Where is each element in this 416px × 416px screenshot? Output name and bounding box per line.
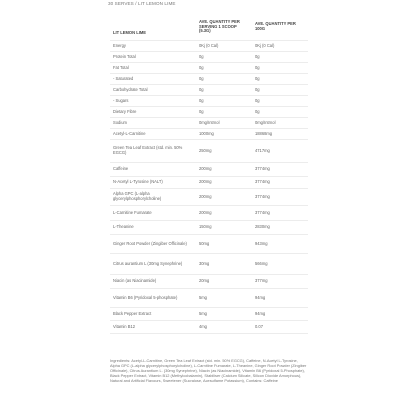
nutrient-name: Carbohydrate Total [110,85,196,96]
per-serving-value: 0g [196,52,252,63]
nutrient-name: N-Acetyl L-Tyrosine (NALT) [110,177,196,189]
per-100g-value: 3774mg [252,177,308,189]
per-serving-value: 30mg [196,254,252,275]
serves-heading: 30 SERVES / LIT LEMON LIME [108,1,176,6]
table-row [110,308,308,321]
per-100g-value: 2830mg [252,221,308,235]
nutrient-name: Caffeine [110,163,196,177]
per-100g-heading: AVE. QUANTITY PER 100G [252,12,308,41]
product-heading: LIT LEMON LIME [110,12,196,41]
table-row [110,63,308,74]
table-row [110,206,308,221]
table-row [110,254,308,275]
per-100g-value: 0.07 [252,321,308,334]
nutrition-table-body [110,41,308,334]
table-row [110,107,308,118]
table-row [110,140,308,163]
per-serving-value: 0g [196,63,252,74]
table-row [110,41,308,52]
per-100g-value: 0g [252,85,308,96]
table-row [110,118,308,129]
table-row [110,177,308,189]
per-100g-value: 943mg [252,235,308,254]
per-serving-value: 0g [196,107,252,118]
table-row [110,289,308,308]
nutrient-name: Energy [110,41,196,52]
table-row [110,163,308,177]
nutrient-name: L-Theanine [110,221,196,235]
per-serving-value: 20mg [196,275,252,289]
per-serving-value: 200mg [196,206,252,221]
per-serving-value: 200mg [196,189,252,206]
nutrient-name: - Sugars [110,96,196,107]
nutrition-table-header [110,12,308,41]
nutrient-name: Sodium [110,118,196,129]
per-serving-value: 0mg/Intrnol [196,118,252,129]
table-row [110,74,308,85]
nutrient-name: Acetyl-L-Carnitine [110,129,196,140]
table-row [110,189,308,206]
table-row [110,52,308,63]
per-100g-value: 0g [252,52,308,63]
nutrient-name: Dietary Fibre [110,107,196,118]
nutrient-name: Ginger Root Powder (Zingiber Officinale) [110,235,196,254]
per-100g-value: 0g [252,96,308,107]
per-100g-value: 3774mg [252,189,308,206]
table-row [110,321,308,334]
per-serving-value: 150mg [196,221,252,235]
per-100g-value: 566mg [252,254,308,275]
table-row [110,129,308,140]
per-100g-value: 0g [252,107,308,118]
table-row [110,85,308,96]
per-serving-value: 1000mg [196,129,252,140]
nutrient-name: Niacin (as Niacinamide) [110,275,196,289]
per-serving-value: 4mg [196,321,252,334]
table-row [110,96,308,107]
per-100g-value: 94mg [252,308,308,321]
nutrient-name: - Saturated [110,74,196,85]
per-serving-value: 0Kj (0 Cal) [196,41,252,52]
nutrient-name: Black Pepper Extract [110,308,196,321]
nutrient-name: Vitamin B12 [110,321,196,334]
per-serving-value: 0g [196,85,252,96]
table-row [110,275,308,289]
per-100g-value: 3774mg [252,163,308,177]
nutrient-name: Protein Total [110,52,196,63]
nutrient-name: Vitamin B6 (Pyridoxal 5-phosphate) [110,289,196,308]
per-100g-value: 0g [252,74,308,85]
per-100g-value: 18868mg [252,129,308,140]
nutrition-table [110,12,308,334]
nutrient-name: Citrus aurantium L (30mg Synephrine) [110,254,196,275]
table-row [110,221,308,235]
per-serving-value: 5mg [196,289,252,308]
per-serving-value: 5mg [196,308,252,321]
per-100g-value: 377mg [252,275,308,289]
per-serving-value: 200mg [196,177,252,189]
nutrient-name: Fat Total [110,63,196,74]
nutrient-name: L-Carnitine Fumarate [110,206,196,221]
per-100g-value: 94mg [252,289,308,308]
nutrient-name: Green Tea Leaf Extract (std. min. 50% EGCG) [110,140,196,163]
per-serving-heading: AVE. QUANTITY PER SERVING 1 SCOOP (5.3G) [196,12,252,41]
per-100g-value: 0mg/Intrnol [252,118,308,129]
per-serving-value: 0g [196,74,252,85]
per-serving-value: 200mg [196,163,252,177]
per-serving-value: 250mg [196,140,252,163]
per-100g-value: 0Kj (0 Cal) [252,41,308,52]
ingredients-text: Ingredients: Acetyl-L-Carnitine, Green Tea Leaf Extract (std. min. 50% EGCG), Caffeine, N-Acetyl L-Tyrosine, Alpha GPC (L-alpha glycerylphosphorylcholine), L-Carnitine Fumarate, L-Theanine, Ginger Root Powder (Zingiber Officinale), Citrus Aurantium L. (30mg Synephrine), Niacin (as Niacinamide), Vitamin B6 (Pyridoxal 5-Phosphate), Black Pepper Extract, Vitamin B12 (Methylcobalamin), Stabiliser (Calcium Silicate, Silicon Dioxide Amorphous), Natural and Artificial Flavours, Sweetener (Sucralose, Acesulfame Potassium), Contains: Caffeine [110,358,307,384]
per-serving-value: 0g [196,96,252,107]
per-100g-value: 0g [252,63,308,74]
table-row [110,235,308,254]
per-100g-value: 3774mg [252,206,308,221]
per-100g-value: 4717mg [252,140,308,163]
per-serving-value: 50mg [196,235,252,254]
nutrient-name: Alpha GPC (L-alpha glycerylphosphorylcholine) [110,189,196,206]
